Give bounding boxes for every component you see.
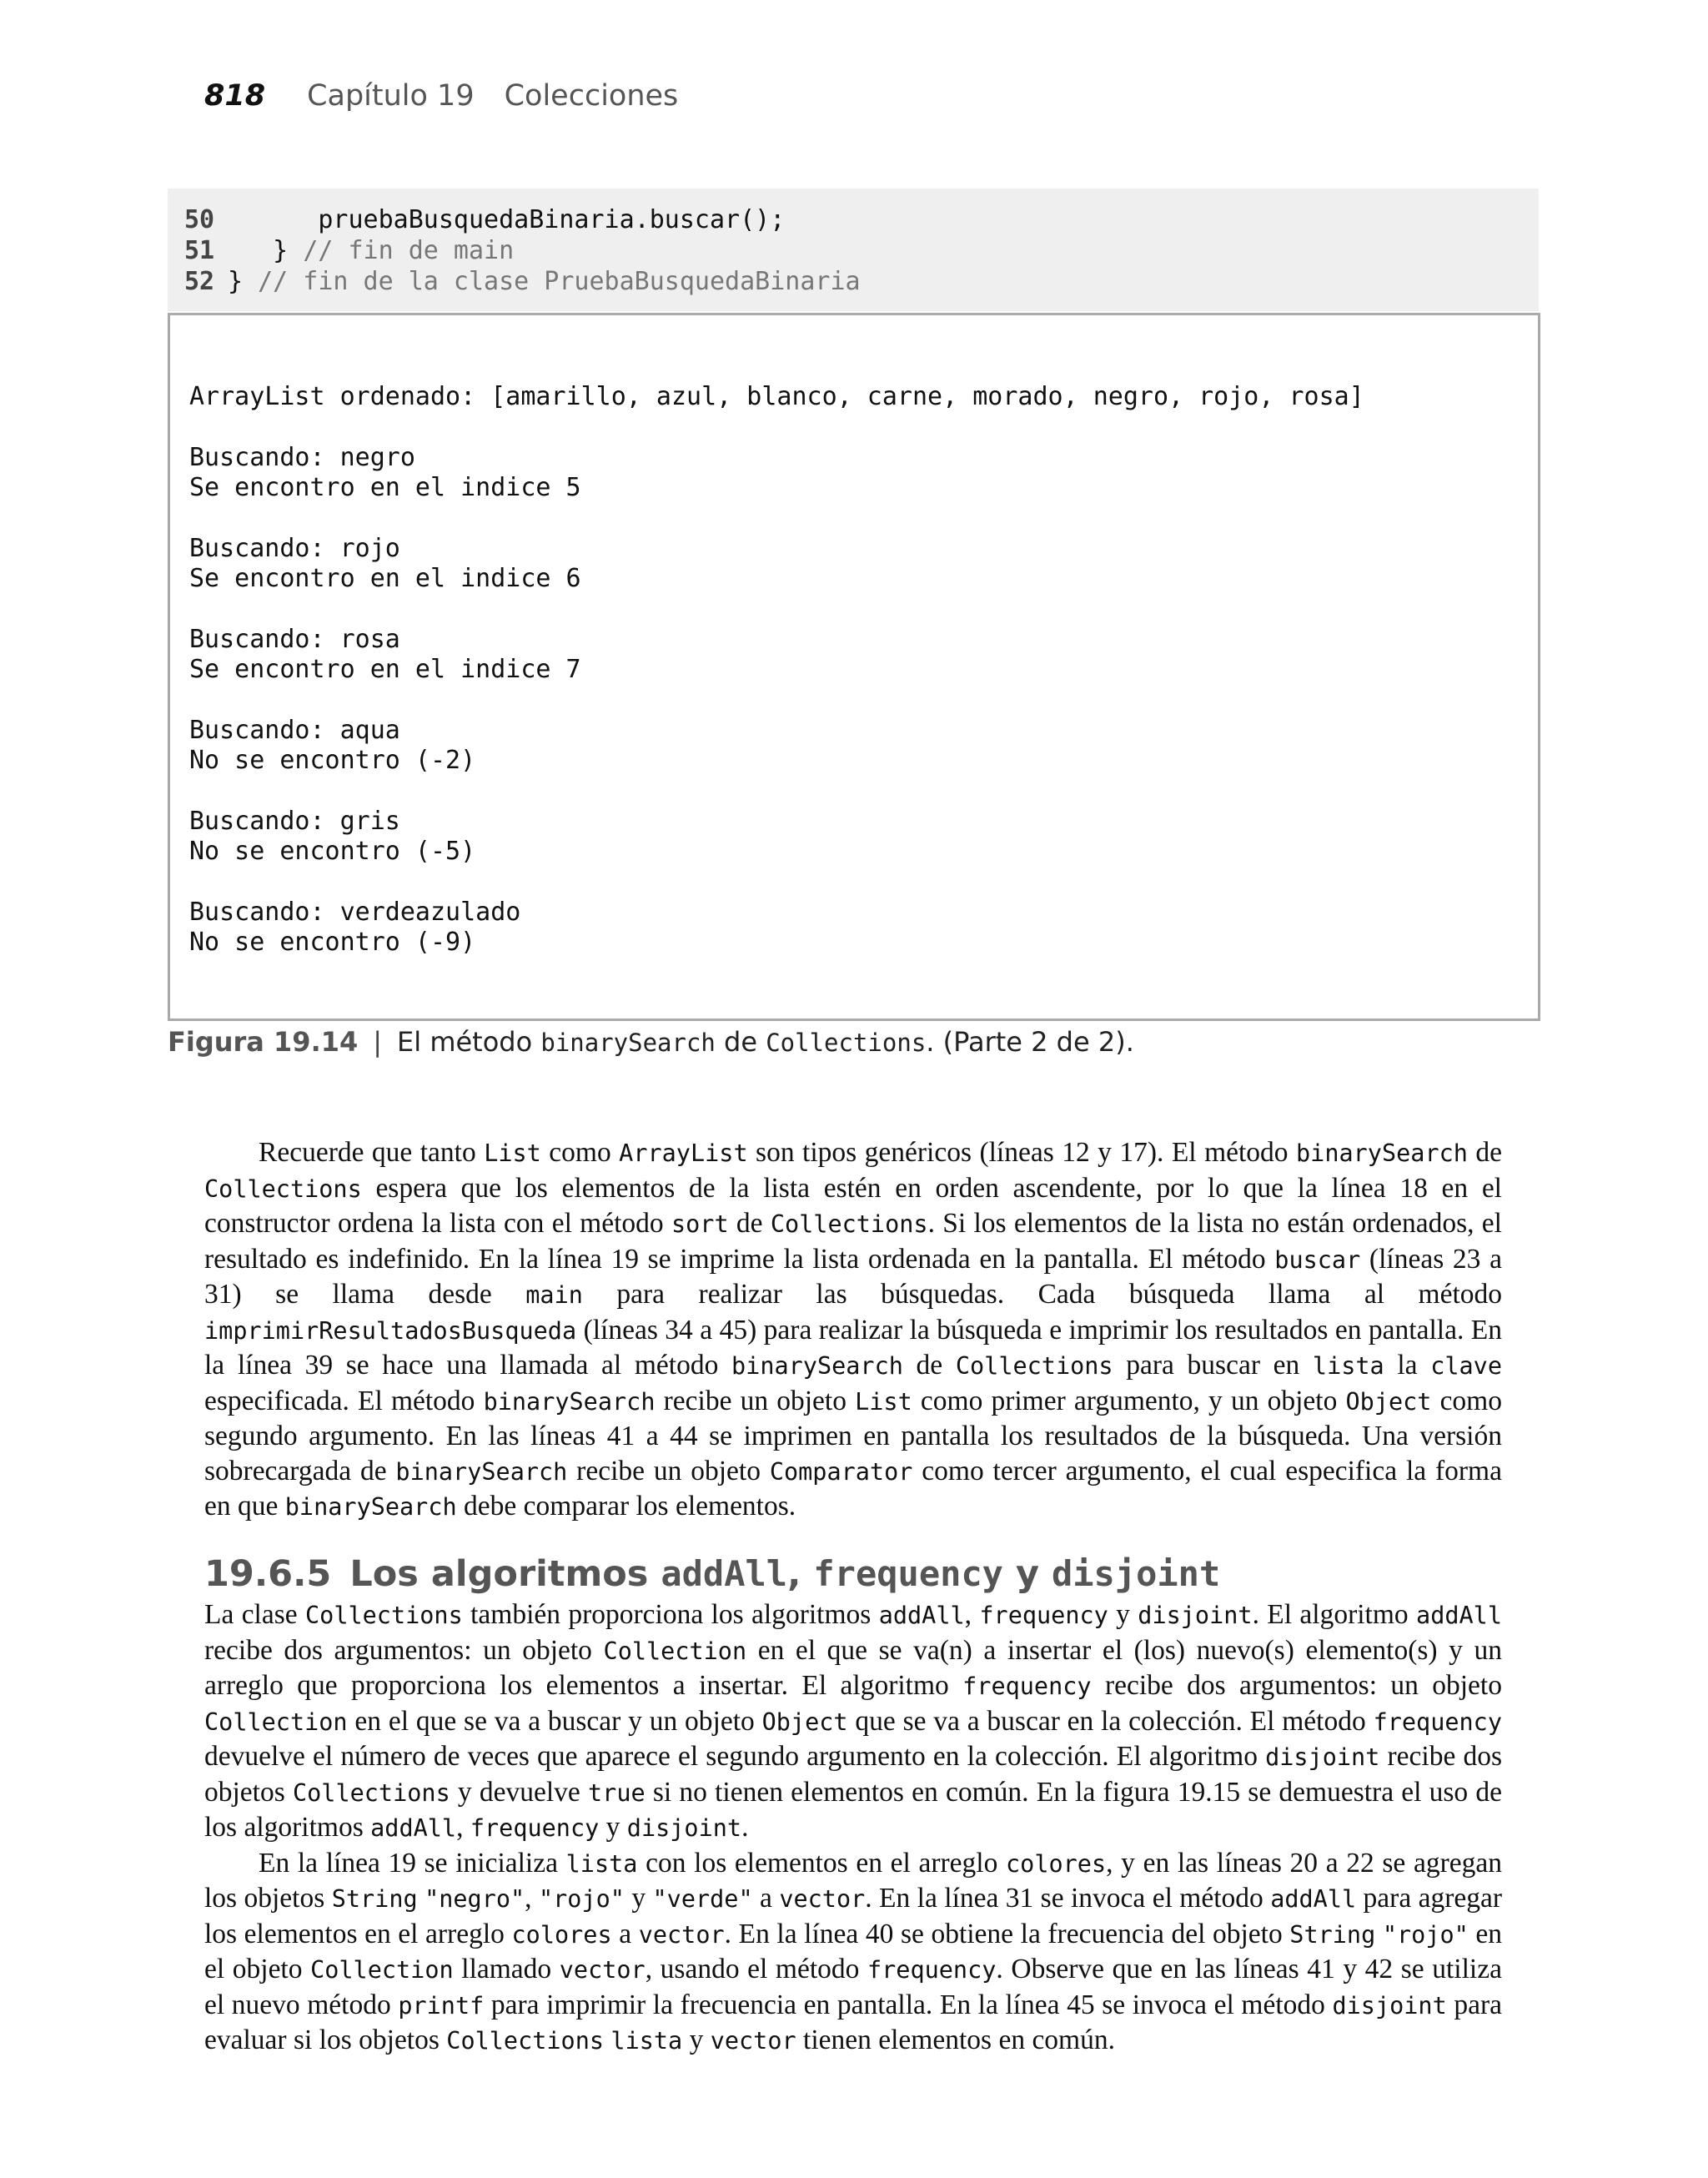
inline-code: colores	[511, 1920, 612, 1949]
caption-text: de	[715, 1026, 766, 1058]
text-run: y	[1108, 1599, 1138, 1630]
inline-code: addAll	[370, 1814, 457, 1842]
text-run: devuelve el número de veces que aparece el segundo argumento en la colección. El algoritmo	[204, 1741, 1266, 1772]
inline-code: printf	[398, 1991, 485, 2020]
heading-code: disjoint	[1051, 1553, 1221, 1594]
running-header	[204, 79, 678, 113]
inline-code: true	[588, 1778, 646, 1807]
text-run: de	[902, 1350, 956, 1381]
inline-code: lista	[1312, 1352, 1384, 1380]
text-run: en el objeto	[204, 1918, 1503, 1984]
inline-code: binarySearch	[483, 1387, 656, 1416]
text-run: . En la línea 40 se obtiene la frecuencia del objeto	[724, 1918, 1290, 1949]
text-run: y devuelve	[450, 1776, 589, 1808]
text-run: con los elementos en el arreglo	[637, 1847, 1007, 1879]
text-run: . En la línea 31 se invoca el método	[865, 1883, 1271, 1914]
inline-code: binarySearch	[284, 1493, 457, 1521]
inline-code: Object	[1345, 1387, 1432, 1416]
inline-code: Collections	[305, 1602, 463, 1629]
text-run: . Si los elementos de la lista no están ordenados, el resultado es indefinido. En la línea 19 se imprime la lista ordenada en la pantalla. El método	[204, 1208, 1502, 1275]
text-run: si no tienen elementos en común. En la figura 19.15 se demuestra el uso de los algoritmos	[204, 1776, 1503, 1843]
text-run	[1375, 1919, 1383, 1949]
figure-caption	[168, 1026, 1134, 1058]
code-line	[184, 267, 861, 296]
code-line	[184, 236, 514, 265]
text-run: y	[624, 1883, 653, 1914]
inline-code: "verde"	[652, 1885, 753, 1913]
inline-code: disjoint	[1138, 1602, 1253, 1629]
code-listing	[168, 189, 1539, 311]
text-run: para imprimir la frecuencia en pantalla. En la línea 45 se invoca el método	[484, 1989, 1333, 2020]
inline-code: binarySearch	[395, 1457, 568, 1486]
text-run: para agregar los elementos en el arreglo	[204, 1883, 1503, 1949]
page-number: 818	[204, 79, 266, 113]
text-run: (líneas 34 a 45) para realizar la búsqueda e imprimir los resultados en pantalla. En la línea 39 se hace una llamada al método	[204, 1314, 1502, 1381]
output-line: Buscando: verdeazulado	[189, 898, 521, 927]
inline-code: vector	[559, 1956, 646, 1984]
output-line: No se encontro (-9)	[189, 928, 476, 957]
heading-code: addAll	[661, 1553, 788, 1594]
heading-code: frequency	[813, 1553, 1003, 1594]
inline-code: Comparator	[769, 1457, 913, 1486]
heading-text: Los algoritmos	[349, 1553, 661, 1595]
inline-code: clave	[1430, 1352, 1502, 1380]
text-run: y	[599, 1812, 627, 1843]
line-number: 52	[184, 267, 215, 296]
inline-code: Collection	[204, 1708, 348, 1736]
text-run: especificada. El método	[204, 1385, 484, 1416]
inline-code: imprimirResultadosBusqueda	[204, 1316, 577, 1345]
paragraph	[204, 1597, 1502, 1846]
text-run: para buscar en	[1113, 1350, 1313, 1381]
inline-code: vector	[710, 2027, 796, 2055]
line-number: 50	[184, 205, 215, 234]
line-number: 51	[184, 236, 215, 265]
inline-code: String	[331, 1885, 418, 1913]
inline-code: Collections	[770, 1210, 928, 1238]
output-line: Se encontro en el indice 5	[189, 473, 581, 502]
text-run: En la línea 19 se inicializa	[259, 1847, 566, 1879]
output-line: Buscando: aqua	[189, 716, 400, 745]
inline-code: frequency	[470, 1814, 600, 1842]
inline-code: "negro"	[424, 1885, 525, 1913]
inline-code: Object	[761, 1708, 848, 1736]
code-text: pruebaBusquedaBinaria.buscar();	[228, 205, 786, 234]
paragraph	[204, 1135, 1502, 1525]
inline-code: List	[855, 1387, 912, 1416]
inline-code: frequency	[979, 1602, 1108, 1629]
text-run: la	[1384, 1350, 1431, 1381]
text-run: recibe un objeto	[567, 1455, 770, 1486]
output-line: No se encontro (-2)	[189, 746, 476, 775]
text-run: también proporciona los algoritmos	[462, 1599, 879, 1630]
text-run: son tipos genéricos (líneas 12 y 17). El método	[747, 1137, 1297, 1168]
output-line: Buscando: negro	[189, 443, 415, 472]
inline-code: Collections	[204, 1175, 362, 1203]
text-run: . Observe que en las líneas 41 y 42 se utiliza el nuevo método	[204, 1954, 1502, 2020]
inline-code: frequency	[1373, 1708, 1502, 1736]
text-run: (líneas 23 a 31) se llama desde	[204, 1243, 1502, 1310]
inline-code: lista	[610, 2027, 683, 2055]
paragraph-binarysearch	[204, 1135, 1502, 1525]
inline-code: Collections	[955, 1352, 1113, 1380]
program-output	[168, 313, 1540, 1021]
code-text: }	[228, 236, 304, 265]
inline-code: main	[525, 1281, 583, 1309]
inline-code: addAll	[1416, 1602, 1502, 1629]
text-run: recibe dos argumentos: un objeto	[1091, 1670, 1502, 1701]
inline-code: disjoint	[1332, 1991, 1447, 2020]
inline-code: buscar	[1274, 1245, 1361, 1274]
inline-code: vector	[779, 1885, 866, 1913]
inline-code: disjoint	[1265, 1743, 1380, 1771]
chapter-title: Colecciones	[504, 79, 679, 113]
inline-code: colores	[1006, 1849, 1107, 1878]
text-run: ,	[525, 1883, 539, 1914]
text-run: llamado	[453, 1954, 560, 1984]
inline-code: disjoint	[626, 1814, 742, 1842]
text-run: que se va a buscar en la colección. El método	[847, 1705, 1374, 1737]
inline-code: ArrayList	[619, 1139, 748, 1167]
text-run: en el que se va(n) a insertar el (los) nuevo(s) elemento(s) y un arreglo que proporciona los elementos a insertar. El algoritmo	[204, 1634, 1503, 1701]
text-run: . El algoritmo	[1252, 1599, 1417, 1630]
inline-code: Collection	[603, 1637, 747, 1665]
text-run	[418, 1883, 424, 1914]
output-line: Se encontro en el indice 7	[189, 655, 581, 684]
chapter-label: Capítulo 19	[307, 79, 475, 113]
inline-code: String	[1289, 1920, 1376, 1949]
output-line: ArrayList ordenado: [amarillo, azul, blanco, carne, morado, negro, rojo, rosa]	[189, 382, 1364, 411]
text-run: espera que los elementos de la lista estén en orden ascendente, por lo que la línea 18 en el constructor ordena la lista con el método	[204, 1172, 1502, 1239]
inline-code: addAll	[1270, 1885, 1357, 1913]
text-run: como primer argumento, y un objeto	[912, 1385, 1346, 1416]
text-run: , y en las líneas 20 a 22 se agregan los objetos	[204, 1847, 1502, 1914]
inline-code: Collections	[446, 2027, 605, 2055]
text-run: y	[682, 2025, 711, 2055]
text-run: Recuerde que tanto	[259, 1137, 485, 1168]
text-run: recibe dos argumentos: un objeto	[204, 1634, 604, 1666]
code-comment: // fin de main	[303, 236, 515, 265]
inline-code: binarySearch	[1296, 1139, 1468, 1167]
inline-code: Collections	[292, 1778, 450, 1807]
heading-text: ,	[787, 1553, 814, 1595]
code-text: }	[228, 267, 259, 296]
section-body	[204, 1597, 1502, 2059]
inline-code: addAll	[878, 1602, 965, 1629]
inline-code: "rojo"	[1382, 1920, 1469, 1949]
text-run: como	[540, 1137, 620, 1168]
inline-code: lista	[565, 1849, 638, 1878]
text-run: .	[741, 1812, 749, 1843]
heading-text: y	[1002, 1553, 1052, 1595]
inline-code: sort	[671, 1210, 729, 1238]
text-run: de	[728, 1208, 771, 1239]
output-line: Buscando: rosa	[189, 625, 400, 654]
output-line: No se encontro (-5)	[189, 837, 476, 866]
code-line	[184, 205, 785, 234]
caption-code: Collections	[766, 1029, 927, 1057]
paragraph	[204, 1846, 1502, 2059]
text-run: tienen elementos en común.	[796, 2025, 1115, 2055]
text-run: a	[611, 1918, 639, 1949]
text-run: para realizar las búsquedas. Cada búsqueda llama al método	[582, 1279, 1503, 1310]
inline-code: frequency	[962, 1672, 1092, 1700]
output-line: Buscando: gris	[189, 807, 400, 836]
text-run: para evaluar si los objetos	[204, 1989, 1503, 2055]
code-comment: // fin de la clase PruebaBusquedaBinaria	[258, 267, 861, 296]
text-run: como segundo argumento. En las líneas 41 a 44 se imprimen en pantalla los resultados de la búsqueda. Una versión sobrecargada de	[204, 1385, 1502, 1486]
text-run: recibe un objeto	[655, 1385, 856, 1416]
text-run: ,	[964, 1599, 980, 1630]
inline-code: List	[484, 1139, 541, 1167]
text-run: como tercer argumento, el cual especifica la forma en que	[204, 1455, 1502, 1522]
caption-code: binarySearch	[540, 1029, 716, 1057]
text-run: recibe dos objetos	[204, 1741, 1503, 1808]
text-run: en el que se va a buscar y un objeto	[347, 1705, 762, 1737]
section-heading	[204, 1553, 1220, 1595]
inline-code: binarySearch	[731, 1352, 903, 1380]
caption-separator: |	[373, 1026, 383, 1058]
inline-code: frequency	[867, 1956, 997, 1984]
text-run: debe comparar los elementos.	[456, 1491, 796, 1522]
text-run: La clase	[204, 1599, 305, 1630]
section-number: 19.6.5	[204, 1553, 332, 1595]
inline-code: Collection	[310, 1956, 454, 1984]
output-line: Buscando: rojo	[189, 534, 400, 563]
inline-code: vector	[638, 1920, 725, 1949]
output-line: Se encontro en el indice 6	[189, 564, 581, 593]
caption-text: . (Parte 2 de 2).	[926, 1026, 1134, 1058]
figure-label: Figura 19.14	[168, 1026, 359, 1058]
text-run: ,	[456, 1812, 470, 1843]
text-run: a	[752, 1883, 780, 1914]
inline-code: "rojo"	[538, 1885, 625, 1913]
caption-text: El método	[397, 1026, 541, 1058]
text-run: , usando el método	[645, 1954, 867, 1984]
text-run: de	[1467, 1137, 1502, 1168]
